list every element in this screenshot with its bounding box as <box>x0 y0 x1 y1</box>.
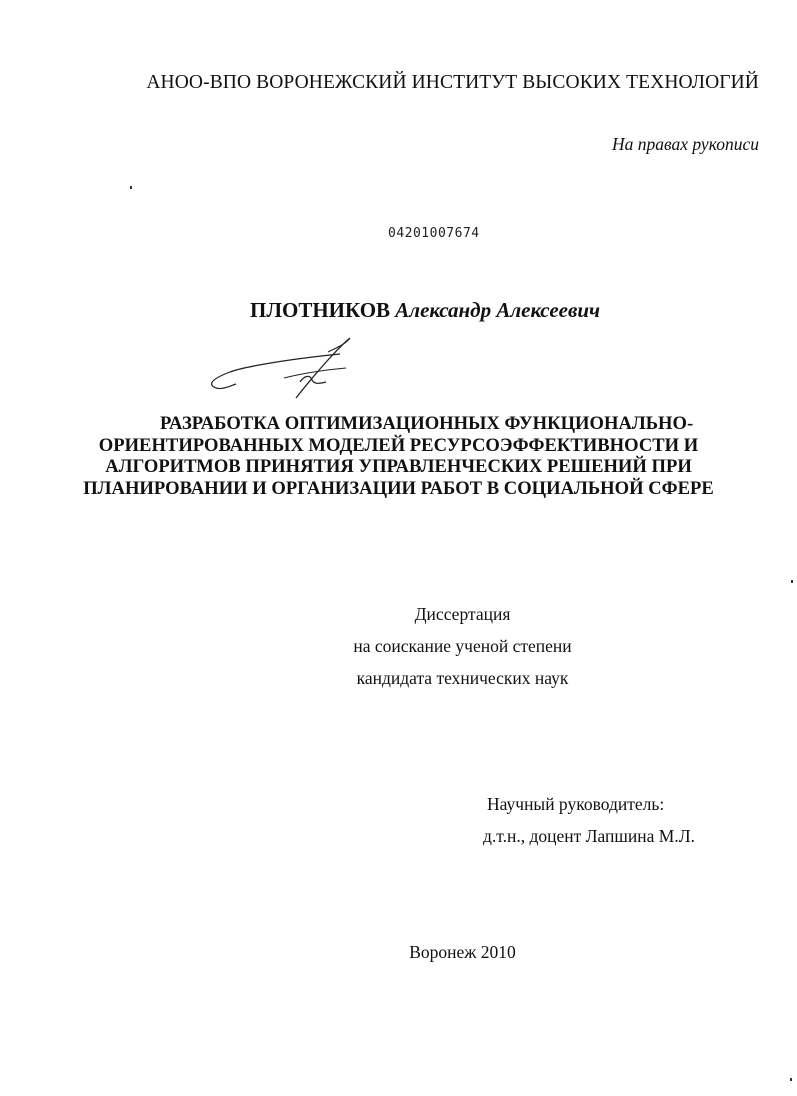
title-line-2: ОРИЕНТИРОВАННЫХ МОДЕЛЕЙ РЕСУРСОЭФФЕКТИВНОСТИ И <box>98 434 699 456</box>
scan-speck <box>130 186 132 189</box>
scan-speck <box>790 1078 792 1081</box>
supervisor-block <box>483 788 695 852</box>
author-given-names: Александр Алексеевич <box>395 298 601 322</box>
supervisor-label: Научный руководитель: <box>487 794 665 814</box>
document-purpose: на соискание ученой степени <box>353 636 572 656</box>
author-name <box>250 298 600 323</box>
document-degree: кандидата технических наук <box>356 668 569 688</box>
title-line-4: ПЛАНИРОВАНИИ И ОРГАНИЗАЦИИ РАБОТ В СОЦИАЛЬНОЙ СФЕРЕ <box>83 477 714 499</box>
title-line-1: РАЗРАБОТКА ОПТИМИЗАЦИОННЫХ ФУНКЦИОНАЛЬНО- <box>160 413 694 434</box>
document-kind: Диссертация <box>414 604 511 624</box>
city-year: Воронеж 2010 <box>409 942 516 962</box>
scan-speck <box>791 580 793 583</box>
dissertation-title <box>0 413 797 499</box>
signature-icon <box>200 330 360 410</box>
manuscript-note: На правах рукописи <box>612 134 759 154</box>
registry-number: 04201007674 <box>388 226 480 241</box>
supervisor-name: д.т.н., доцент Лапшина М.Л. <box>483 826 695 846</box>
title-line-3: АЛГОРИТМОВ ПРИНЯТИЯ УПРАВЛЕНЧЕСКИХ РЕШЕНИЙ ПРИ <box>105 456 692 477</box>
institute-name: АНОО-ВПО ВОРОНЕЖСКИЙ ИНСТИТУТ ВЫСОКИХ ТЕХНОЛОГИЙ <box>146 72 759 93</box>
document-type <box>330 598 595 694</box>
author-surname: ПЛОТНИКОВ <box>250 298 391 322</box>
